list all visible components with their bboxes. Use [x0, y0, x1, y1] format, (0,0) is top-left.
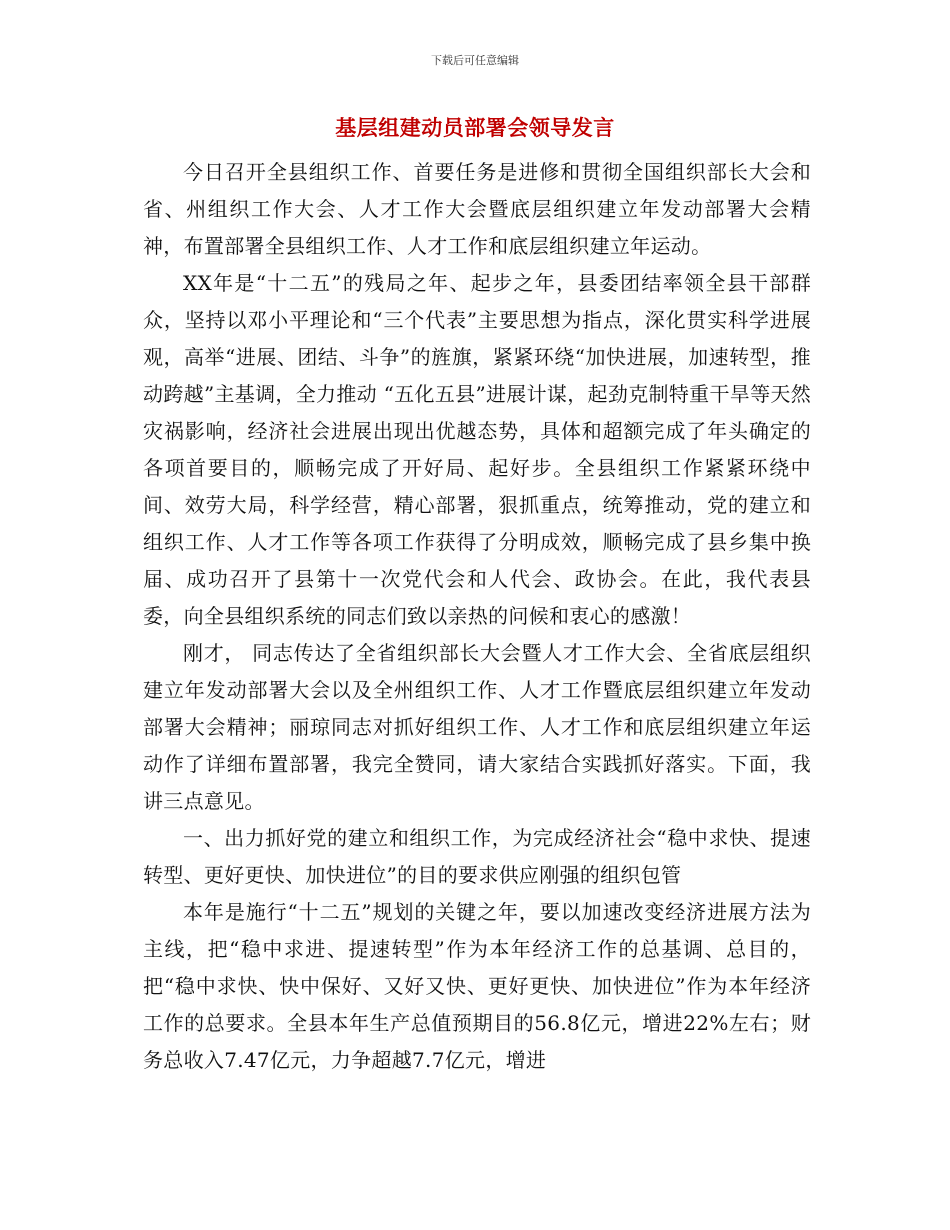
paragraph-1: 今日召开全县组织工作、首要任务是进修和贯彻全国组织部长大会和省、州组织工作大会、人才工作大会暨底层组织建立年发动部署大会精神，布置部署全县组织工作、人才工作和底层组织建立年运动。 [143, 160, 811, 258]
paragraph-3: 刚才， 同志传达了全省组织部长大会暨人才工作大会、全省底层组织建立年发动部署大会以及全州组织工作、人才工作暨底层组织建立年发动部署大会精神；丽琼同志对抓好组织工作、人才工作和底层组织建立年运动作了详细布置部署，我完全赞同，请大家结合实践抓好落实。下面，我讲三点意见。 [143, 641, 811, 813]
header-note: 下载后可任意编辑 [431, 54, 519, 67]
paragraph-4: 本年是施行“十二五”规划的关键之年，要以加速改变经济进展方法为主线，把“稳中求进、提速转型”作为本年经济工作的总基调、总目的，把“稳中求快、快中保好、又好又快、更好更快、加快进位”作为本年经济工作的总要求。全县本年生产总值预期目的56.8亿元，增进22%左右；财务总收入7.47亿元，力争超越7.7亿元，增进 [143, 900, 811, 1072]
document-title: 基层组建动员部署会领导发言 [335, 115, 615, 140]
paragraph-2: XX年是“十二五”的残局之年、起步之年，县委团结率领全县干部群众，坚持以邓小平理论和“三个代表”主要思想为指点，深化贯实科学进展观，高举“进展、团结、斗争”的旌旗，紧紧环绕“加快进展，加速转型，推动跨越”主基调，全力推动 “五化五县”进展计谋，起劲克制特重干旱等天然灾祸影响，经济社会进展出现出优越态势，具体和超额完成了年头确定的各项首要目的，顺畅完成了开好局、起好步。全县组织工作紧紧环绕中间、效劳大局，科学经营，精心部署，狠抓重点，统筹推动，党的建立和组织工作、人才工作等各项工作获得了分明成效，顺畅完成了县乡集中换届、成功召开了县第十一次党代会和人代会、政协会。在此，我代表县委，向全县组织系统的同志们致以亲热的问候和衷心的感激！ [143, 271, 811, 628]
document-body [143, 154, 811, 1079]
section-heading-1: 一、出力抓好党的建立和组织工作，为完成经济社会“稳中求快、提速转型、更好更快、加快进位”的目的要求供应刚强的组织包管 [143, 826, 811, 887]
